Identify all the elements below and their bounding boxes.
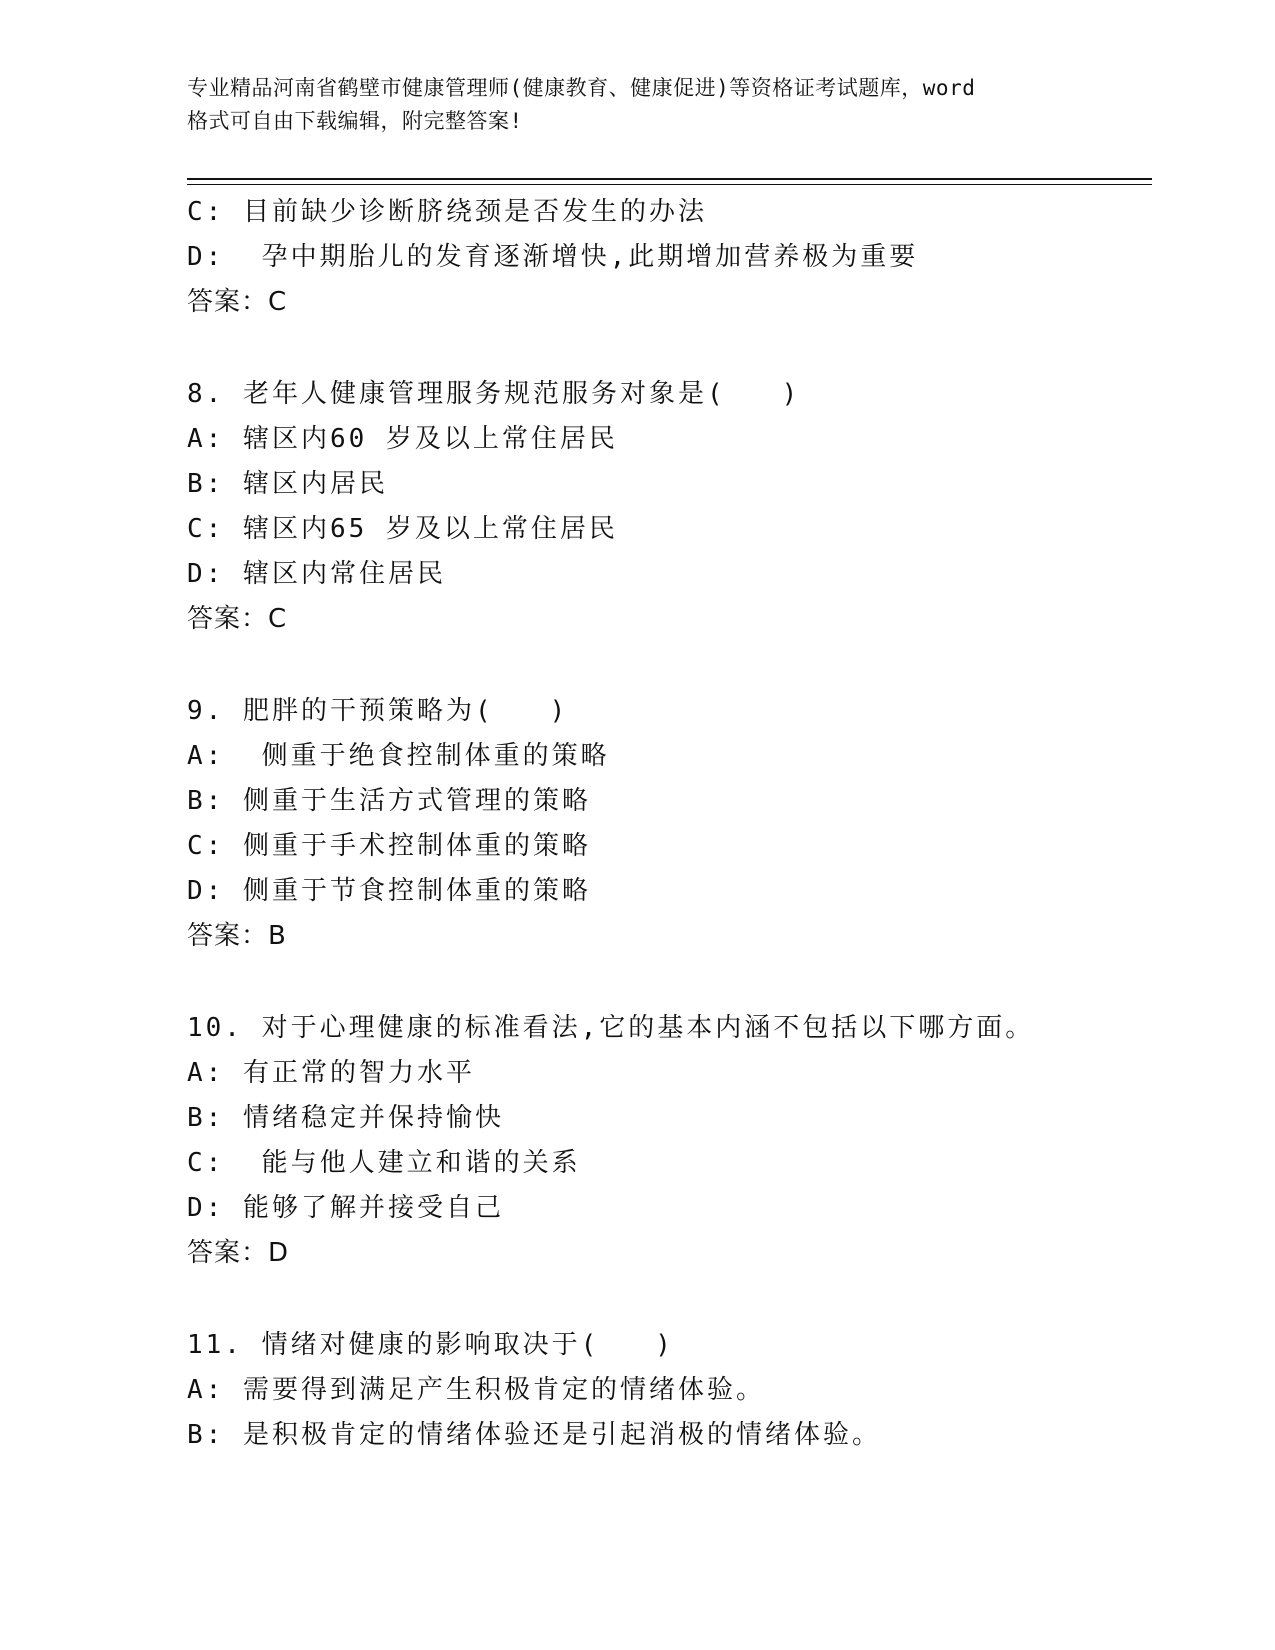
option-b: B: 情绪稳定并保持愉快 bbox=[187, 1103, 504, 1133]
option-b: B: 侧重于生活方式管理的策略 bbox=[187, 786, 591, 816]
question-list bbox=[187, 190, 1147, 1458]
option-c: C: 目前缺少诊断脐绕颈是否发生的办法 bbox=[187, 197, 707, 227]
option-b: B: 是积极肯定的情绪体验还是引起消极的情绪体验。 bbox=[187, 1420, 881, 1450]
option-c: C: 辖区内65 岁及以上常住居民 bbox=[187, 514, 618, 544]
header-divider-thick bbox=[187, 178, 1152, 180]
question-text: 11. 情绪对健康的影响取决于( ) bbox=[187, 1330, 674, 1360]
option-d: D: 能够了解并接受自己 bbox=[187, 1193, 504, 1223]
option-b: B: 辖区内居民 bbox=[187, 469, 388, 499]
answer: 答案：D bbox=[187, 1238, 290, 1268]
header-line-1: 专业精品河南省鹤壁市健康管理师(健康教育、健康促进)等资格证考试题库，word bbox=[187, 76, 976, 100]
question-block-9 bbox=[187, 689, 1147, 959]
answer: 答案：B bbox=[187, 921, 287, 951]
option-d: D: 侧重于节食控制体重的策略 bbox=[187, 876, 591, 906]
question-block-prev bbox=[187, 190, 1147, 325]
question-block-11 bbox=[187, 1323, 1147, 1458]
question-block-10 bbox=[187, 1006, 1147, 1276]
answer: 答案：C bbox=[187, 287, 288, 317]
question-text: 8. 老年人健康管理服务规范服务对象是( ) bbox=[187, 379, 801, 409]
question-text: 10. 对于心理健康的标准看法,它的基本内涵不包括以下哪方面。 bbox=[187, 1013, 1035, 1043]
document-header bbox=[187, 72, 1087, 138]
option-d: D: 孕中期胎儿的发育逐渐增快,此期增加营养极为重要 bbox=[187, 242, 919, 272]
header-divider-thin bbox=[187, 184, 1152, 185]
header-line-2: 格式可自由下载编辑，附完整答案! bbox=[187, 109, 523, 133]
option-a: A: 侧重于绝食控制体重的策略 bbox=[187, 741, 610, 771]
option-d: D: 辖区内常住居民 bbox=[187, 559, 446, 589]
question-text: 9. 肥胖的干预策略为( ) bbox=[187, 696, 569, 726]
answer: 答案：C bbox=[187, 604, 288, 634]
option-a: A: 辖区内60 岁及以上常住居民 bbox=[187, 424, 618, 454]
option-c: C: 侧重于手术控制体重的策略 bbox=[187, 831, 591, 861]
option-a: A: 有正常的智力水平 bbox=[187, 1058, 475, 1088]
option-c: C: 能与他人建立和谐的关系 bbox=[187, 1148, 581, 1178]
question-block-8 bbox=[187, 372, 1147, 642]
option-a: A: 需要得到满足产生积极肯定的情绪体验。 bbox=[187, 1375, 765, 1405]
